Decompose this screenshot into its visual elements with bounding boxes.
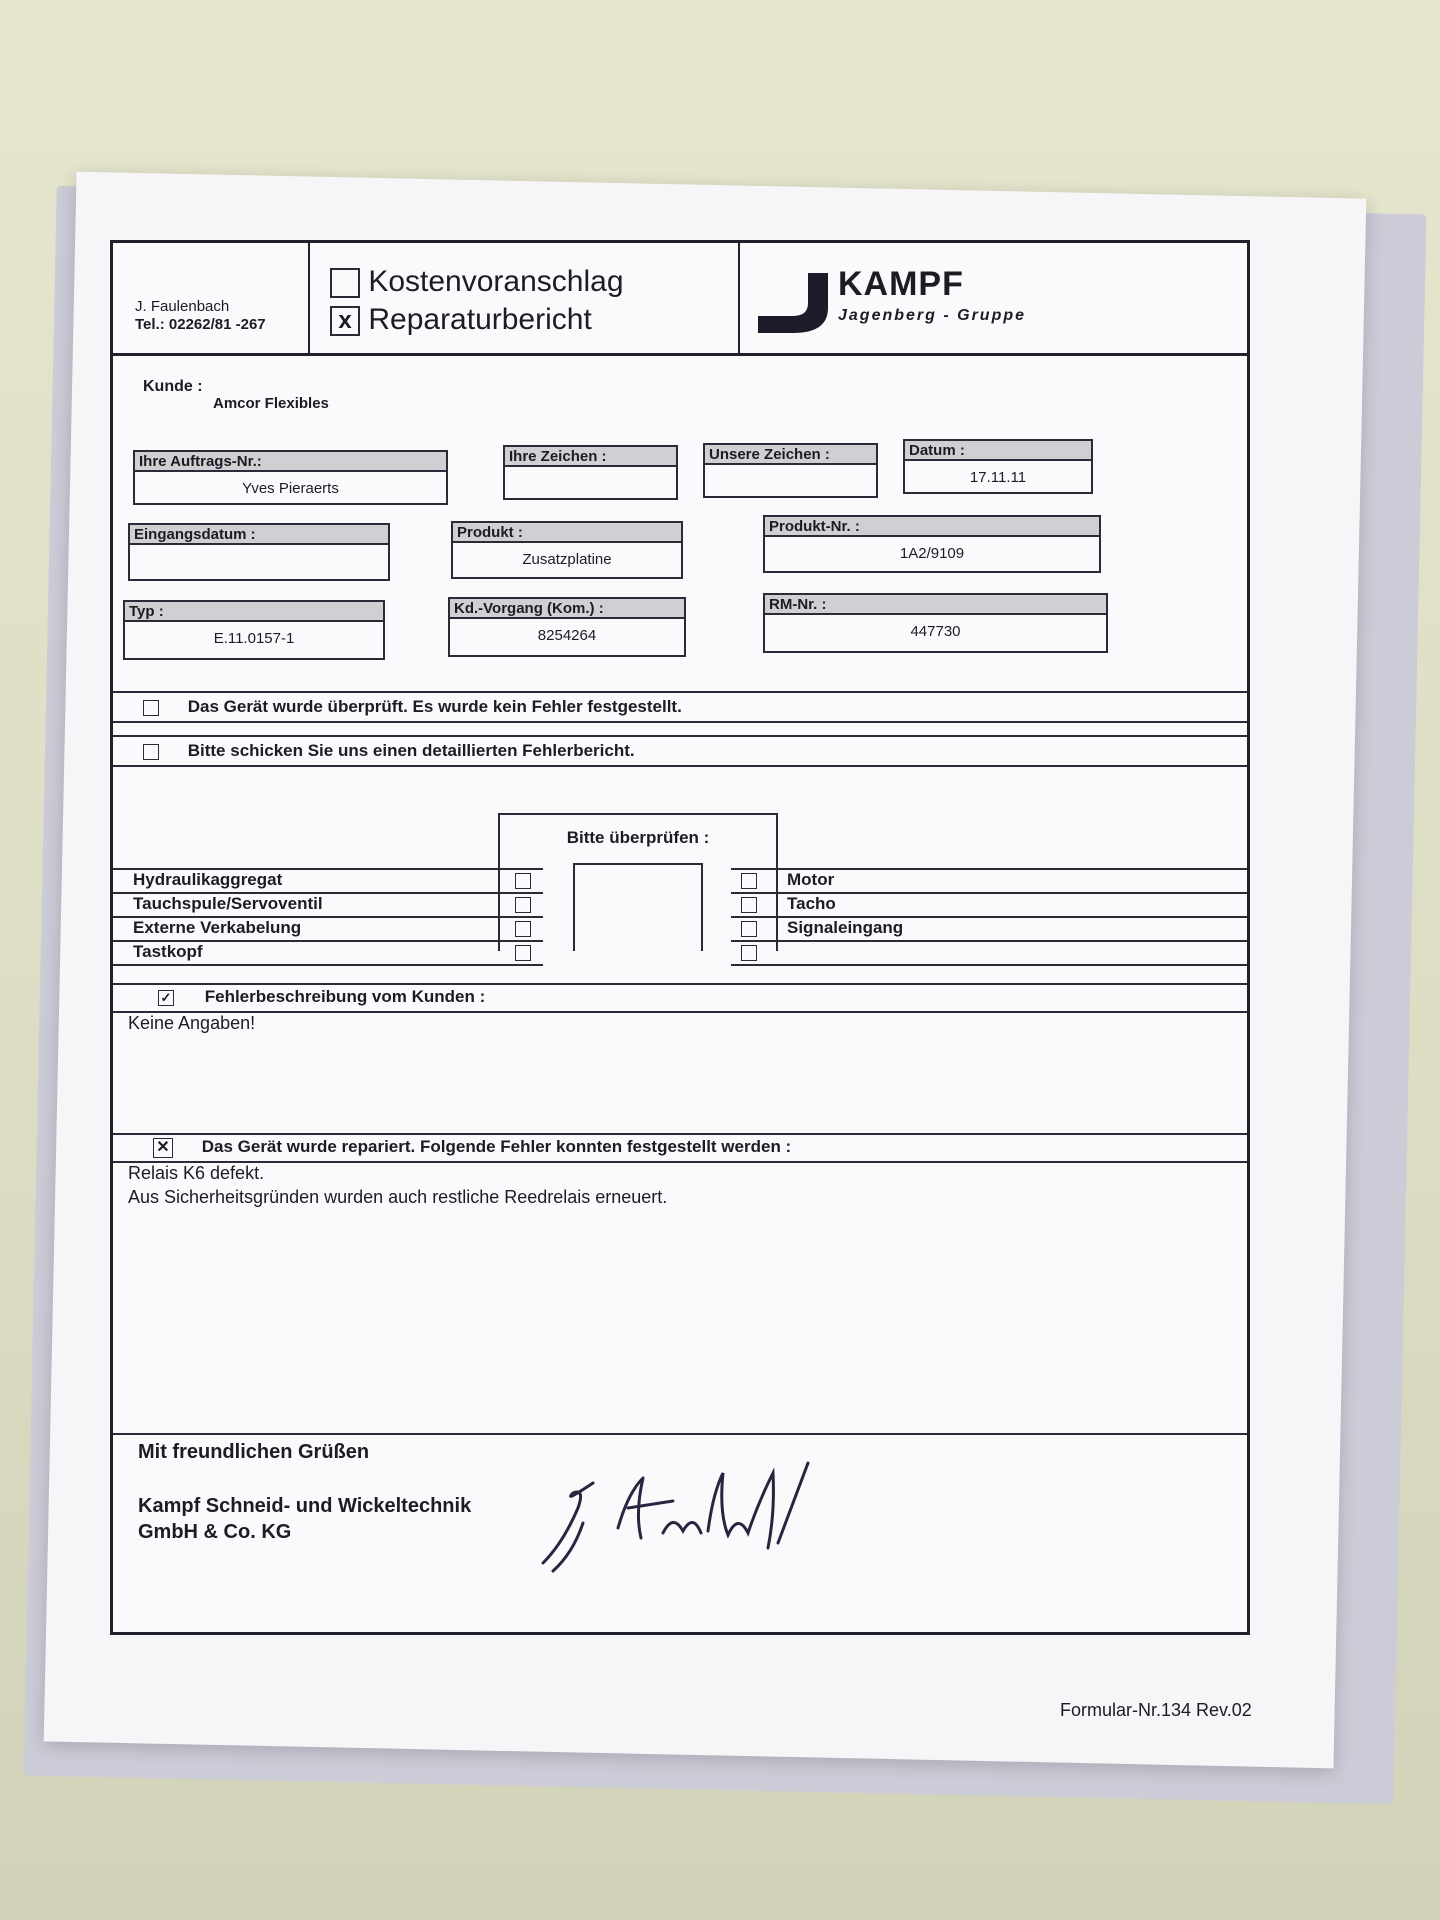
inspect-right-item[interactable]: [731, 916, 1247, 940]
inspect-item-label: Tacho: [787, 894, 836, 913]
customer-order-value: 8254264: [537, 627, 597, 644]
inspect-item-label: Externe Verkabelung: [133, 918, 302, 937]
inspect-item-label: Tauchspule/Servoventil: [133, 894, 323, 913]
type-value: E.11.0157-1: [213, 630, 295, 647]
kampf-j-logo-icon: [748, 268, 838, 338]
send-report-label: Bitte schicken Sie uns einen detaillierten Fehlerbericht.: [187, 741, 635, 760]
inspect-left-item[interactable]: [113, 916, 543, 940]
repair-label: Das Gerät wurde repariert. Folgende Fehler konnten festgestellt werden :: [201, 1137, 792, 1156]
inspect-right-list: [731, 868, 1247, 966]
receipt-date-label: Eingangsdatum :: [130, 525, 388, 545]
product-no-field[interactable]: [763, 515, 1101, 573]
your-ref-field[interactable]: [503, 445, 678, 500]
handwritten-signature: [523, 1453, 843, 1583]
contact-cell: [113, 243, 310, 353]
closing-greeting: Mit freundlichen Grüßen: [138, 1441, 370, 1463]
no-fault-checkbox[interactable]: [143, 700, 159, 716]
option-report-label: Reparaturbericht: [368, 303, 592, 336]
logo-brand: KAMPF: [838, 265, 964, 303]
inspect-item-label: Hydraulikaggregat: [133, 870, 283, 889]
option-quote[interactable]: [330, 265, 624, 299]
rm-no-label: RM-Nr. :: [765, 595, 1106, 615]
inspect-checkbox[interactable]: [515, 921, 531, 937]
product-no-value: 1A2/9109: [899, 545, 965, 562]
option-quote-label: Kostenvoranschlag: [368, 265, 624, 298]
inspect-left-item[interactable]: [113, 940, 543, 966]
customer-fault-text: Keine Angaben!: [128, 1013, 256, 1033]
inspect-item-label: Motor: [787, 870, 835, 889]
form-header: [113, 243, 1247, 356]
type-label: Typ :: [125, 602, 383, 622]
product-value: Zusatzplatine: [522, 551, 612, 568]
contact-phone: Tel.: 02262/81 -267: [135, 316, 266, 333]
option-report[interactable]: [330, 303, 592, 337]
date-label: Datum :: [905, 441, 1091, 461]
your-ref-value: [505, 467, 676, 475]
company-logo: [738, 243, 1247, 353]
inspect-title: Bitte überprüfen :: [566, 828, 710, 847]
repair-option[interactable]: [153, 1137, 791, 1158]
company-line1: Kampf Schneid- und Wickeltechnik: [138, 1495, 472, 1517]
inspect-checkbox[interactable]: [741, 945, 757, 961]
inspect-item-label: Signaleingang: [787, 918, 904, 937]
order-no-value: Yves Pieraerts: [242, 480, 339, 497]
inspect-checkbox[interactable]: [515, 897, 531, 913]
date-field[interactable]: [903, 439, 1093, 494]
report-checkbox[interactable]: x: [330, 306, 360, 336]
inspect-right-item[interactable]: [731, 940, 1247, 966]
our-ref-field[interactable]: [703, 443, 878, 498]
type-field[interactable]: [123, 600, 385, 660]
order-no-label: Ihre Auftrags-Nr.:: [135, 452, 446, 472]
customer-order-label: Kd.-Vorgang (Kom.) :: [450, 599, 684, 619]
inspect-item-label: Tastkopf: [133, 942, 203, 961]
company-line2: GmbH & Co. KG: [138, 1521, 292, 1543]
contact-name: J. Faulenbach: [135, 298, 230, 315]
inspect-left-item[interactable]: [113, 868, 543, 892]
customer-order-field[interactable]: [448, 597, 686, 657]
inspect-right-item[interactable]: [731, 892, 1247, 916]
form-number: Formular-Nr.134 Rev.02: [1060, 1700, 1252, 1720]
order-no-field[interactable]: [133, 450, 448, 505]
no-fault-option[interactable]: [143, 697, 682, 717]
product-label: Produkt :: [453, 523, 681, 543]
divider: [113, 1133, 1247, 1135]
inspect-checkbox[interactable]: [741, 921, 757, 937]
inspect-right-item[interactable]: [731, 868, 1247, 892]
report-type-cell: [308, 243, 740, 353]
your-ref-label: Ihre Zeichen :: [505, 447, 676, 467]
send-report-option[interactable]: [143, 741, 635, 761]
divider: [113, 721, 1247, 723]
divider: [113, 691, 1247, 693]
customer-fault-option[interactable]: [158, 987, 485, 1007]
customer-label: Kunde :: [143, 378, 203, 395]
receipt-date-field[interactable]: [128, 523, 390, 581]
customer-value: Amcor Flexibles: [213, 395, 329, 412]
no-fault-label: Das Gerät wurde überprüft. Es wurde kein Fehler festgestellt.: [187, 697, 682, 716]
repair-checkbox[interactable]: ✕: [153, 1138, 173, 1158]
customer-fault-checkbox[interactable]: ✓: [158, 990, 174, 1006]
customer-fault-label: Fehlerbeschreibung vom Kunden :: [204, 987, 486, 1006]
quote-checkbox[interactable]: [330, 268, 360, 298]
repair-text-line2: Aus Sicherheitsgründen wurden auch restliche Reedrelais erneuert.: [128, 1187, 668, 1207]
date-value: 17.11.11: [969, 469, 1027, 486]
inspect-left-item[interactable]: [113, 892, 543, 916]
inspect-checkbox[interactable]: [515, 873, 531, 889]
receipt-date-value: [130, 545, 388, 553]
repair-report-form: [110, 240, 1250, 1635]
send-report-checkbox[interactable]: [143, 744, 159, 760]
repair-text-line1: Relais K6 defekt.: [128, 1163, 265, 1183]
divider: [113, 983, 1247, 985]
divider: [113, 1161, 1247, 1163]
divider: [113, 1011, 1247, 1013]
inspect-left-list: [113, 868, 543, 966]
our-ref-label: Unsere Zeichen :: [705, 445, 876, 465]
divider: [113, 735, 1247, 737]
divider: [113, 1433, 1247, 1435]
rm-no-field[interactable]: [763, 593, 1108, 653]
inspect-frame-inner: [573, 863, 703, 951]
inspect-checkbox[interactable]: [741, 873, 757, 889]
inspect-checkbox[interactable]: [515, 945, 531, 961]
rm-no-value: 447730: [910, 623, 961, 640]
product-field[interactable]: [451, 521, 683, 579]
divider: [113, 765, 1247, 767]
product-no-label: Produkt-Nr. :: [765, 517, 1099, 537]
our-ref-value: [705, 465, 876, 473]
logo-group: Jagenberg - Gruppe: [838, 307, 1027, 324]
inspect-checkbox[interactable]: [741, 897, 757, 913]
